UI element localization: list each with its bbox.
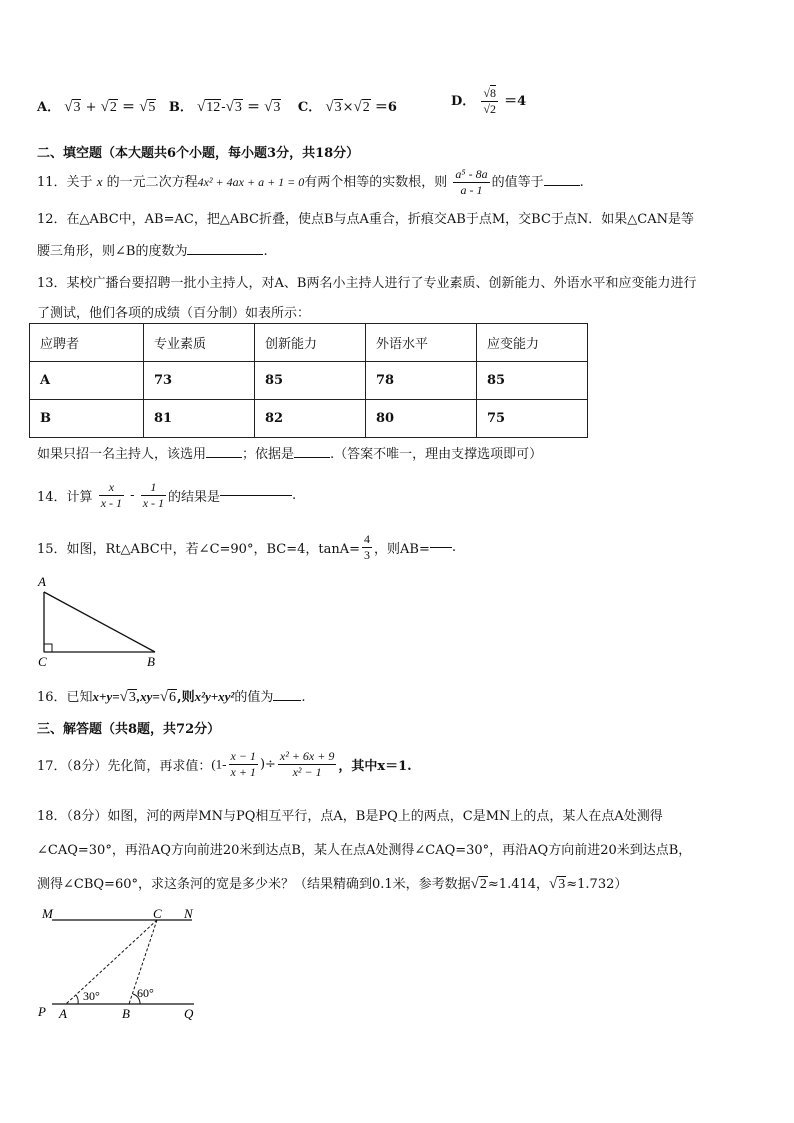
sqrt-b2: √3: [225, 99, 242, 115]
sqrt-a3: √5: [139, 99, 156, 115]
q17-fraction-2: $\frac{\text{x² + 6x + 9}}{\text{x² − 1}}$: [279, 749, 335, 779]
label-c: C: [153, 906, 162, 921]
table-header-row: [30, 324, 588, 362]
q15-triangle-figure: [34, 572, 164, 668]
label-b: B: [147, 654, 155, 668]
table-cell: 73: [144, 362, 255, 400]
angle-60-label: 60°: [137, 986, 154, 1000]
option-b-label: B．: [168, 100, 193, 115]
question-14: 14．计算 $\frac{x}{x - 1}$ - $\frac{1}{x - 1}$ 的结果是 .: [37, 480, 297, 510]
q14-fraction-1: $\frac{x}{x - 1}$: [100, 480, 123, 510]
table-header: 创新能力: [255, 324, 366, 362]
table-cell: 82: [255, 400, 366, 438]
question-18-line1: 18．（8分）如图，河的两岸MN与PQ相互平行，点A，B是PQ上的两点，C是MN上的点，某人在点A处测得: [37, 809, 663, 824]
score-table: [29, 323, 588, 438]
table-cell: 78: [366, 362, 477, 400]
q14-fraction-2: $\frac{1}{x - 1}$: [142, 480, 165, 510]
option-a-label: A．: [37, 100, 61, 115]
question-13-line1: 13．某校广播台要招聘一批小主持人，对A、B两名小主持人进行了专业素质、创新能力、外语水平和应变能力进行: [37, 276, 697, 291]
answer-blank-11[interactable]: [544, 185, 580, 186]
table-row: [30, 400, 588, 438]
sqrt-b1: √12: [196, 99, 221, 115]
angle-30-label: 30°: [83, 989, 100, 1003]
q11-equation: 4x² + 4ax + a + 1 = 0: [197, 175, 305, 189]
question-17: 17．（8分）先化简，再求值：(1- $\frac{x - 1}{x + 1}$ )÷ $\frac{\text{x² + 6x + 9}}{\text{x² − 1}}$ ，其中x＝1.: [37, 749, 412, 779]
option-c-label: C．: [297, 100, 322, 115]
section3-title: 三、解答题（共8题，共72分）: [37, 722, 221, 737]
label-b: B: [122, 1006, 130, 1021]
answer-blank-13a[interactable]: [206, 457, 242, 458]
table-header: 外语水平: [366, 324, 477, 362]
table-cell: B: [30, 400, 144, 438]
table-row: [30, 362, 588, 400]
answer-blank-12[interactable]: [187, 254, 263, 255]
q10-options-row: A． √3 + √2 ＝ √5 B． √12-√3 ＝ √3 C． √3×√2 ＝6: [37, 99, 397, 115]
question-11: 11．关于 x 的一元二次方程4x² + 4ax + a + 1 = 0有两个相等的实数根，则 $\frac{\text{a⁵ - 8a}}{a - 1}$ 的值等于 .: [37, 167, 584, 197]
question-18-line3: 测得∠CBQ=60°，求这条河的宽是多少米？（结果精确到0.1米，参考数据√2≈1.414，√3≈1.732）: [37, 876, 628, 892]
table-cell: 85: [255, 362, 366, 400]
q15-fraction: $\frac{4}{3}$: [364, 532, 370, 562]
q11-fraction: $\frac{\text{a⁵ - 8a}}{a - 1}$: [455, 167, 488, 197]
table-cell: 75: [477, 400, 588, 438]
sqrt-b3: √3: [264, 99, 281, 115]
option-d: D． $\frac{√8}{√2}$ ＝4: [451, 86, 527, 116]
question-13-line2: 了测试，他们各项的成绩（百分制）如表所示：: [37, 306, 311, 321]
question-18-line2: ∠CAQ=30°，再沿AQ方向前进20米到达点B，某人在点A处测得∠CAQ=30°，再沿AQ方向前进20米到达点B，: [37, 843, 692, 858]
question-12-line1: 12．在△ABC中，AB=AC，把△ABC折叠，使点B与点A重合，折痕交AB于点M，交BC于点N．如果△CAN是等: [37, 212, 694, 227]
table-header: 专业素质: [144, 324, 255, 362]
sqrt-c1: √3: [325, 99, 342, 115]
answer-blank-16[interactable]: [273, 700, 301, 701]
question-16: 16．已知x+y=√3,xy=√6,则x²y+xy²的值为 .: [37, 689, 306, 705]
option-d-fraction: $\frac{√8}{√2}$: [483, 86, 497, 116]
label-m: M: [42, 906, 53, 921]
label-p: P: [38, 1004, 46, 1019]
answer-blank-15[interactable]: [430, 547, 452, 548]
question-12-line2: 腰三角形，则∠B的度数为 .: [37, 244, 268, 259]
sqrt-c2: √2: [353, 99, 370, 115]
question-13-answer-line: 如果只招一名主持人，该选用 ；依据是 .（答案不唯一，理由支撑选项即可）: [37, 447, 543, 462]
answer-blank-13b[interactable]: [294, 457, 330, 458]
sqrt-a1: √3: [64, 99, 81, 115]
table-cell: 81: [144, 400, 255, 438]
sqrt-a2: √2: [100, 99, 117, 115]
table-cell: 80: [366, 400, 477, 438]
q17-fraction-1: $\frac{x - 1}{x + 1}$: [230, 749, 256, 779]
q18-river-figure: [34, 900, 214, 1025]
label-c: C: [38, 654, 47, 668]
option-d-label: D．: [451, 94, 476, 109]
label-a: A: [59, 1006, 67, 1021]
table-cell: A: [30, 362, 144, 400]
table-header: 应聘者: [30, 324, 144, 362]
table-cell: 85: [477, 362, 588, 400]
question-15: 15．如图，Rt△ABC中，若∠C=90°，BC=4，tanA= $\frac{4}{3}$ ，则AB= .: [37, 532, 456, 562]
section2-title: 二、填空题（本大题共6个小题，每小题3分，共18分）: [37, 146, 360, 161]
label-a: A: [38, 574, 46, 589]
label-n: N: [184, 906, 193, 921]
label-q: Q: [184, 1006, 194, 1021]
answer-blank-14[interactable]: [220, 495, 292, 496]
table-header: 应变能力: [477, 324, 588, 362]
